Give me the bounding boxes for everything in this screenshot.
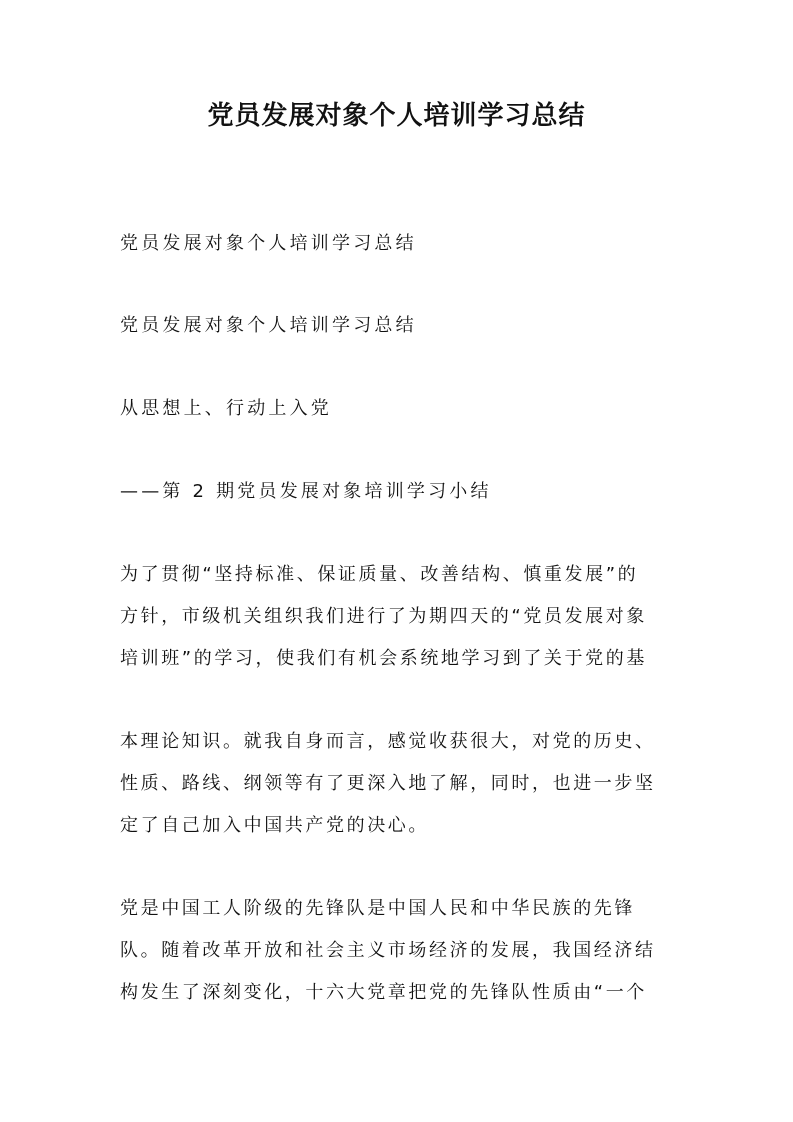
text-line: 定了自己加入中国共产党的决心。 (120, 815, 429, 836)
text-line: 本理论知识。就我自身而言，感觉收获很大，对党的历史、 (120, 731, 656, 752)
text-line: 党是中国工人阶级的先锋队是中国人民和中华民族的先锋 (120, 898, 635, 919)
text-line: 性质、路线、纲领等有了更深入地了解，同时，也进一步坚 (120, 773, 656, 794)
text-line: 方针，市级机关组织我们进行了为期四天的“党员发展对象 (120, 606, 647, 627)
text-line: 从思想上、行动上入党 (120, 398, 332, 419)
text-line: 为了贯彻“坚持标准、保证质量、改善结构、慎重发展”的 (120, 564, 639, 585)
text-line: 党员发展对象个人培训学习总结 (120, 315, 417, 336)
text-line: 党员发展对象个人培训学习总结 (120, 233, 417, 254)
text-line: 培训班”的学习，使我们有机会系统地学习到了关于党的基 (120, 648, 647, 669)
document-title: 党员发展对象个人培训学习总结 (207, 101, 586, 131)
text-line: 构发生了深刻变化，十六大党章把党的先锋队性质由“一个 (120, 982, 647, 1003)
text-line: 队。随着改革开放和社会主义市场经济的发展，我国经济结 (120, 940, 656, 961)
text-line: ——第 2 期党员发展对象培训学习小结 (120, 481, 492, 502)
